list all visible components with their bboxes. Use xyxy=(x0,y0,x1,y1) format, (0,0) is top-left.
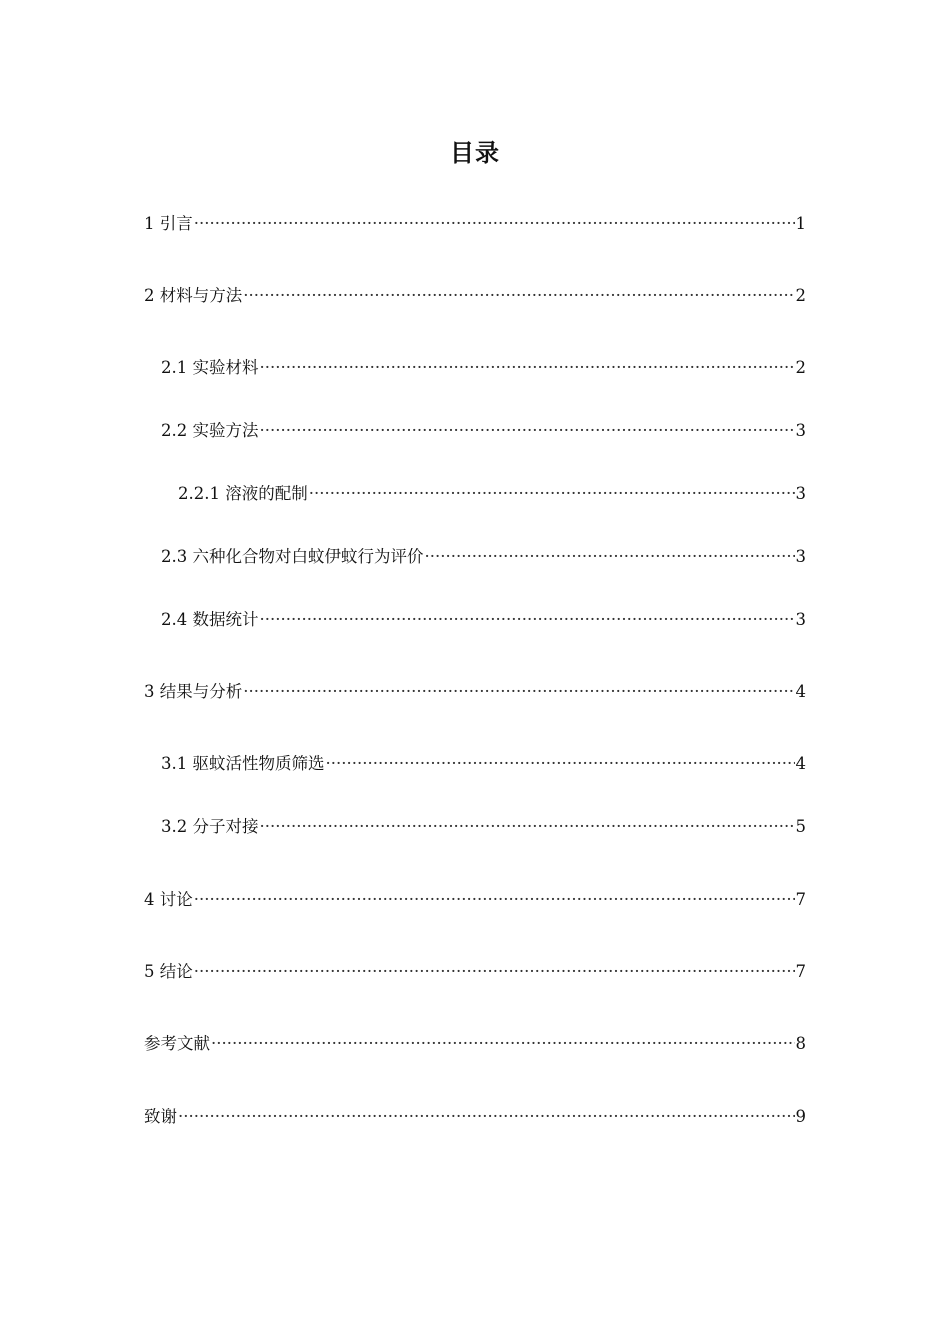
toc-entry-label: 5 结论 xyxy=(144,962,193,981)
toc-entry-3-1[interactable] xyxy=(161,753,806,775)
toc-entry-2-1[interactable] xyxy=(161,357,806,379)
toc-leader-dots xyxy=(260,357,795,379)
toc-leader-dots xyxy=(194,889,795,911)
toc-entry-label: 4 讨论 xyxy=(144,890,193,909)
toc-page-number: 3 xyxy=(795,484,806,503)
toc-entry-2-4[interactable] xyxy=(161,609,806,631)
toc-leader-dots xyxy=(326,753,795,775)
toc-entry-2-2[interactable] xyxy=(161,420,806,442)
toc-entry-label: 2.2.1 溶液的配制 xyxy=(178,484,308,503)
toc-entry-label: 3.2 分子对接 xyxy=(161,817,259,836)
toc-entry-discussion[interactable] xyxy=(144,889,806,911)
toc-entry-label: 3.1 驱蚊活性物质筛选 xyxy=(161,754,325,773)
toc-entry-results-analysis[interactable] xyxy=(144,681,806,703)
toc-entry-label: 参考文献 xyxy=(144,1034,210,1053)
toc-page-number: 4 xyxy=(795,754,806,773)
toc-leader-dots xyxy=(194,961,795,983)
toc-entry-label: 2.2 实验方法 xyxy=(161,421,259,440)
toc-page-number: 1 xyxy=(795,214,806,233)
toc-page-number: 3 xyxy=(795,610,806,629)
toc-page-number: 9 xyxy=(795,1107,806,1126)
toc-page-number: 3 xyxy=(795,547,806,566)
toc-leader-dots xyxy=(243,681,794,703)
toc-page-number: 4 xyxy=(795,682,806,701)
toc-leader-dots xyxy=(260,420,795,442)
toc-page-number: 2 xyxy=(795,286,806,305)
toc-entry-3-2[interactable] xyxy=(161,816,806,838)
toc-leader-dots xyxy=(425,546,795,568)
toc-entry-label: 3 结果与分析 xyxy=(144,682,243,701)
toc-entry-label: 2.3 六种化合物对白蚊伊蚊行为评价 xyxy=(161,547,424,566)
toc-entry-materials-methods[interactable] xyxy=(144,285,806,307)
toc-leader-dots xyxy=(260,816,795,838)
toc-leader-dots xyxy=(309,483,795,505)
toc-page-number: 8 xyxy=(795,1034,806,1053)
toc-page-number: 7 xyxy=(795,890,806,909)
toc-entry-conclusion[interactable] xyxy=(144,961,806,983)
toc-entry-label: 2 材料与方法 xyxy=(144,286,243,305)
toc-page-number: 7 xyxy=(795,962,806,981)
toc-entry-references[interactable] xyxy=(144,1033,806,1055)
toc-entry-label: 致谢 xyxy=(144,1107,177,1126)
toc-entry-acknowledgements[interactable] xyxy=(144,1106,806,1128)
toc-entry-label: 1 引言 xyxy=(144,214,193,233)
toc-entry-2-3[interactable] xyxy=(161,546,806,568)
toc-title: 目录 xyxy=(450,139,500,167)
toc-page-number: 3 xyxy=(795,421,806,440)
toc-entry-label: 2.4 数据统计 xyxy=(161,610,259,629)
toc-page-number: 2 xyxy=(795,358,806,377)
toc-entry-2-2-1[interactable] xyxy=(178,483,806,505)
toc-leader-dots xyxy=(243,285,794,307)
toc-entry-introduction[interactable] xyxy=(144,213,806,235)
toc-leader-dots xyxy=(178,1106,795,1128)
toc-page-number: 5 xyxy=(795,817,806,836)
toc-leader-dots xyxy=(260,609,795,631)
toc-leader-dots xyxy=(194,213,795,235)
toc-entry-label: 2.1 实验材料 xyxy=(161,358,259,377)
toc-leader-dots xyxy=(211,1033,795,1055)
